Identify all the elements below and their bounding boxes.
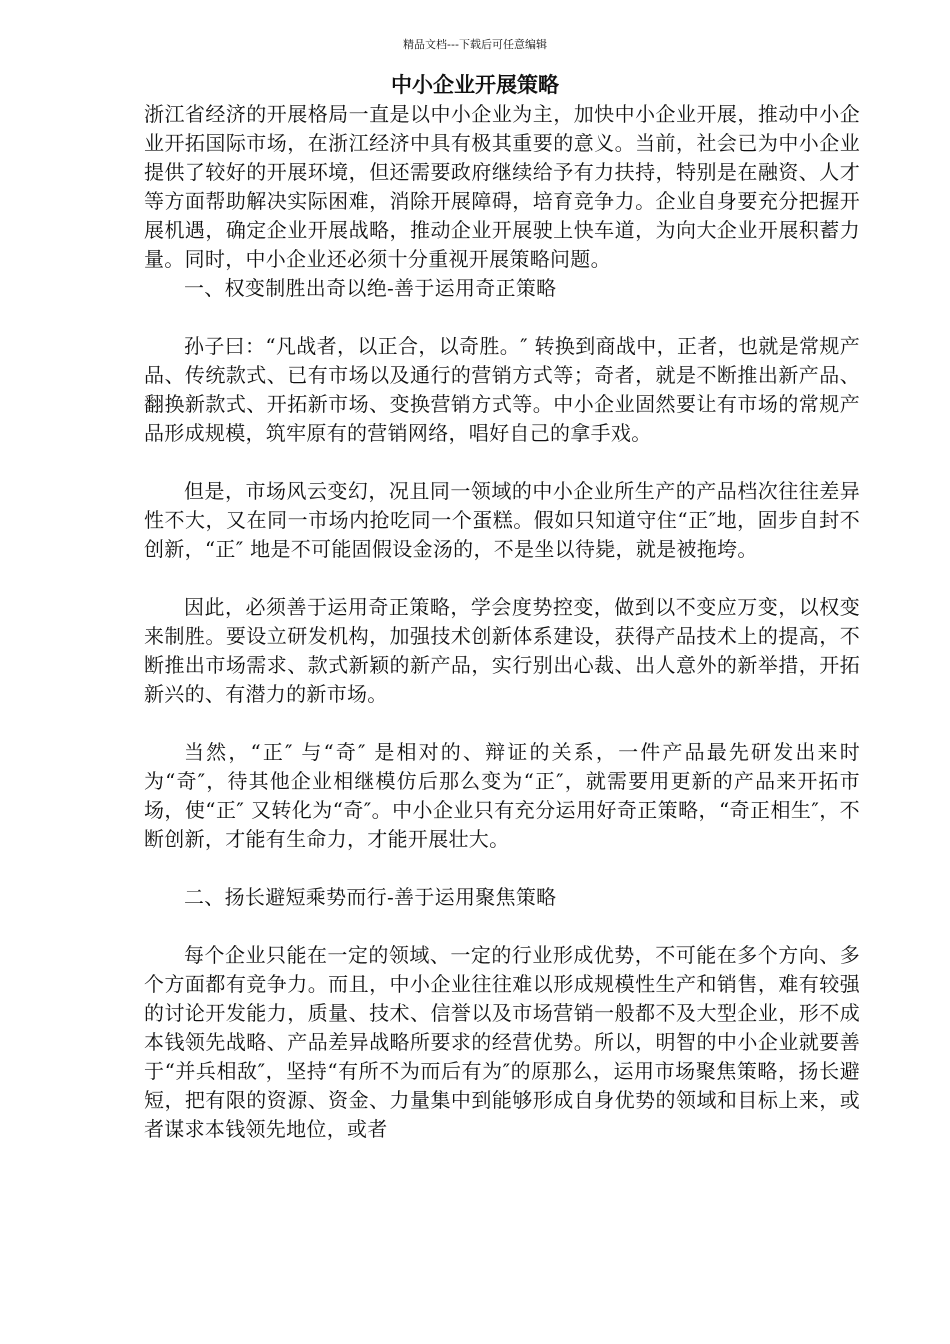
paragraph-gap: [144, 912, 860, 941]
paragraph-gap: [144, 854, 860, 883]
paragraph-gap: [144, 709, 860, 738]
paragraph-gap: [144, 303, 860, 332]
paragraph: 孙子曰：“凡战者，以正合，以奇胜。″ 转换到商战中，正者，也就是常规产品、传统款式、已有市场以及通行的营销方式等；奇者，就是不断推出新产品、翻换新款式、开拓新市场、变换营销方式等。中小企业固然要让有市场的常规产品形成规模，筑牢原有的营销网络，唱好自己的拿手戏。: [144, 334, 860, 445]
section-heading: 二、扬长避短乘势而行-善于运用聚焦策略: [184, 885, 557, 909]
document-body: [144, 100, 860, 1144]
section-heading: 一、权变制胜出奇以绝-善于运用奇正策略: [184, 276, 557, 300]
paragraph: 当然，“正″ 与“奇″ 是相对的、辩证的关系，一件产品最先研发出来时为“奇″，待其他企业相继模仿后那么变为“正″，就需要用更新的产品来开拓市场，使“正″ 又转化为“奇″。中小企业只有充分运用好奇正策略，“奇正相生″，不断创新，才能有生命力，才能开展壮大。: [144, 740, 860, 851]
paragraph-gap: [144, 448, 860, 477]
paragraph: 但是，市场风云变幻，况且同一领域的中小企业所生产的产品档次往往差异性不大，又在同一市场内抢吃同一个蛋糕。假如只知道守住“正″地，固步自封不创新，“正″ 地是不可能固假设金汤的，不是坐以待毙，就是被拖垮。: [144, 479, 860, 561]
paragraph: 因此，必须善于运用奇正策略，学会度势控变，做到以不变应万变，以权变来制胜。要设立研发机构，加强技术创新体系建设，获得产品技术上的提高，不断推出市场需求、款式新颖的新产品，实行别出心裁、出人意外的新举措，开拓新兴的、有潜力的新市场。: [144, 595, 860, 706]
header-note: 精品文档---下载后可任意编辑: [403, 38, 547, 51]
paragraph: 浙江省经济的开展格局一直是以中小企业为主，加快中小企业开展，推动中小企业开拓国际市场，在浙江经济中具有极其重要的意义。当前，社会已为中小企业提供了较好的开展环境，但还需要政府继续给予有力扶持，特别是在融资、人才等方面帮助解决实际困难，消除开展障碍，培育竞争力。企业自身要充分把握开展机遇，确定企业开展战略，推动企业开展驶上快车道，为向大企业开展积蓄力量。同时，中小企业还必须十分重视开展策略问题。: [144, 102, 860, 271]
document-title: 中小企业开展策略: [391, 73, 559, 97]
paragraph: 每个企业只能在一定的领域、一定的行业形成优势，不可能在多个方向、多个方面都有竞争力。而且，中小企业往往难以形成规模性生产和销售，难有较强的讨论开发能力，质量、技术、信誉以及市场营销一般都不及大型企业，形不成本钱领先战略、产品差异战略所要求的经营优势。所以，明智的中小企业就要善于“并兵相敌″，坚持“有所不为而后有为″的原那么，运用市场聚焦策略，扬长避短，把有限的资源、资金、力量集中到能够形成自身优势的领域和目标上来，或者谋求本钱领先地位，或者: [144, 943, 860, 1141]
paragraph-gap: [144, 564, 860, 593]
